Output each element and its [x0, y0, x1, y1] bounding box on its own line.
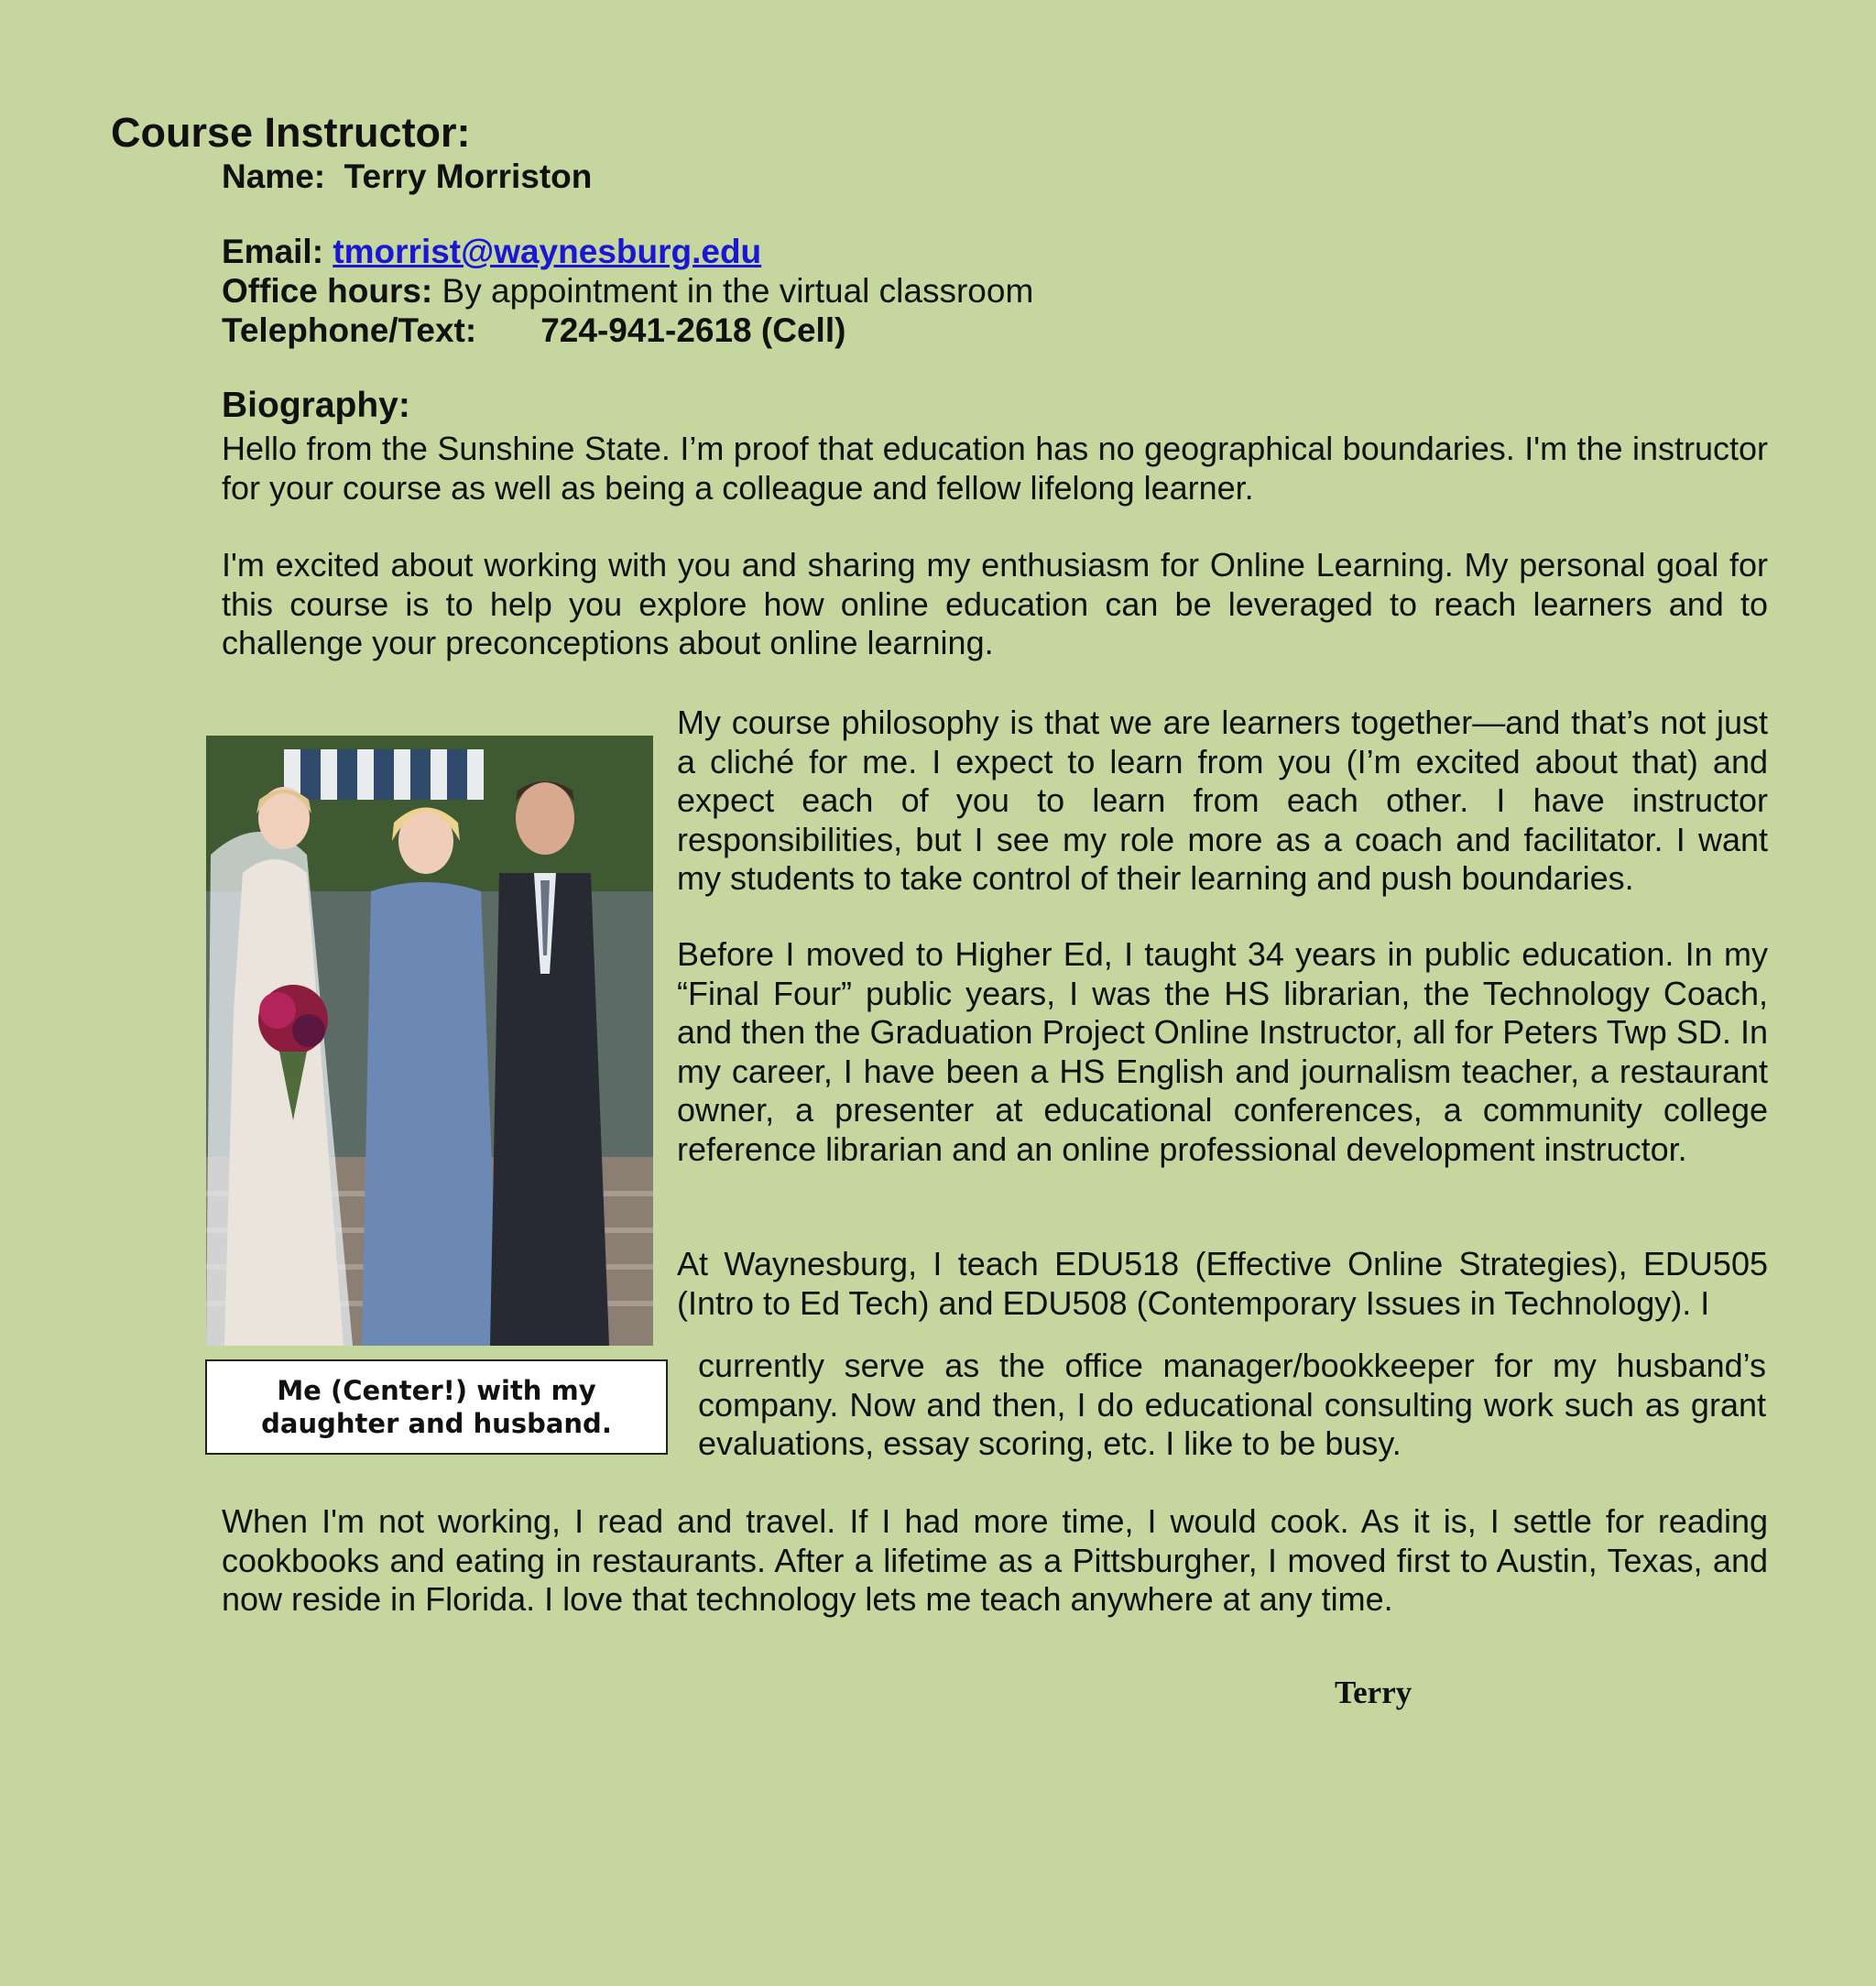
office-hours-value: By appointment in the virtual classroom	[442, 272, 1034, 310]
telephone-value: 724-941-2618 (Cell)	[540, 311, 846, 349]
page-title: Course Instructor:	[111, 109, 471, 156]
bio-paragraph-personal: When I'm not working, I read and travel. If I had more time, I would cook. As it is, I settle for reading cookbooks and eating in restaurants. After a lifetime as a Pittsburgher, I moved first to Austin, Texas, and now reside in Florida. I love that technology lets me teach anywhere at any time.	[222, 1502, 1768, 1618]
photo-caption: Me (Center!) with my daughter and husband.	[205, 1359, 668, 1455]
bio-paragraph-courses-continued: currently serve as the office manager/bookkeeper for my husband’s company. Now and then, I do educational consulting work such as grant evaluations, essay scoring, etc. I like to be busy.	[698, 1347, 1766, 1462]
email-line	[222, 232, 761, 272]
name-line	[222, 157, 592, 197]
photo-illustration	[206, 736, 653, 1346]
bio-paragraph-career: Before I moved to Higher Ed, I taught 34 years in public education. In my “Final Four” public years, I was the HS librarian, the Technology Coach, and then the Graduation Project Online Instructor, all for Peters Twp SD. In my career, I have been a HS English and journalism teacher, a restaurant owner, a presenter at educational conferences, a community college reference librarian and an online professional development instructor.	[677, 935, 1768, 1168]
bio-paragraph-goals: I'm excited about working with you and sharing my enthusiasm for Online Learning. My personal goal for this course is to help you explore how online education can be leveraged to reach learners and to challenge your preconceptions about online learning.	[222, 546, 1768, 661]
email-link[interactable]: tmorrist@waynesburg.edu	[333, 233, 762, 270]
signature: Terry	[1335, 1675, 1412, 1710]
telephone-line	[222, 311, 845, 351]
telephone-label: Telephone/Text:	[222, 311, 477, 349]
email-label: Email:	[222, 233, 324, 270]
name-label: Name:	[222, 158, 326, 195]
biography-heading: Biography:	[222, 386, 410, 425]
office-hours-line	[222, 271, 1033, 311]
bio-paragraph-courses: At Waynesburg, I teach EDU518 (Effective Online Strategies), EDU505 (Intro to Ed Tech) and EDU508 (Contemporary Issues in Technology). I	[677, 1245, 1768, 1322]
instructor-family-photo	[206, 736, 653, 1346]
bio-paragraph-intro: Hello from the Sunshine State. I’m proof that education has no geographical boundaries. I'm the instructor for your course as well as being a colleague and fellow lifelong learner.	[222, 430, 1768, 507]
office-hours-label: Office hours:	[222, 272, 433, 310]
name-value: Terry Morriston	[344, 158, 593, 195]
bio-paragraph-philosophy: My course philosophy is that we are learners together—and that’s not just a cliché for me. I expect to learn from you (I’m excited about that) and expect each of you to learn from each other. I have instructor responsibilities, but I see my role more as a coach and facilitator. I want my students to take control of their learning and push boundaries.	[677, 704, 1768, 897]
